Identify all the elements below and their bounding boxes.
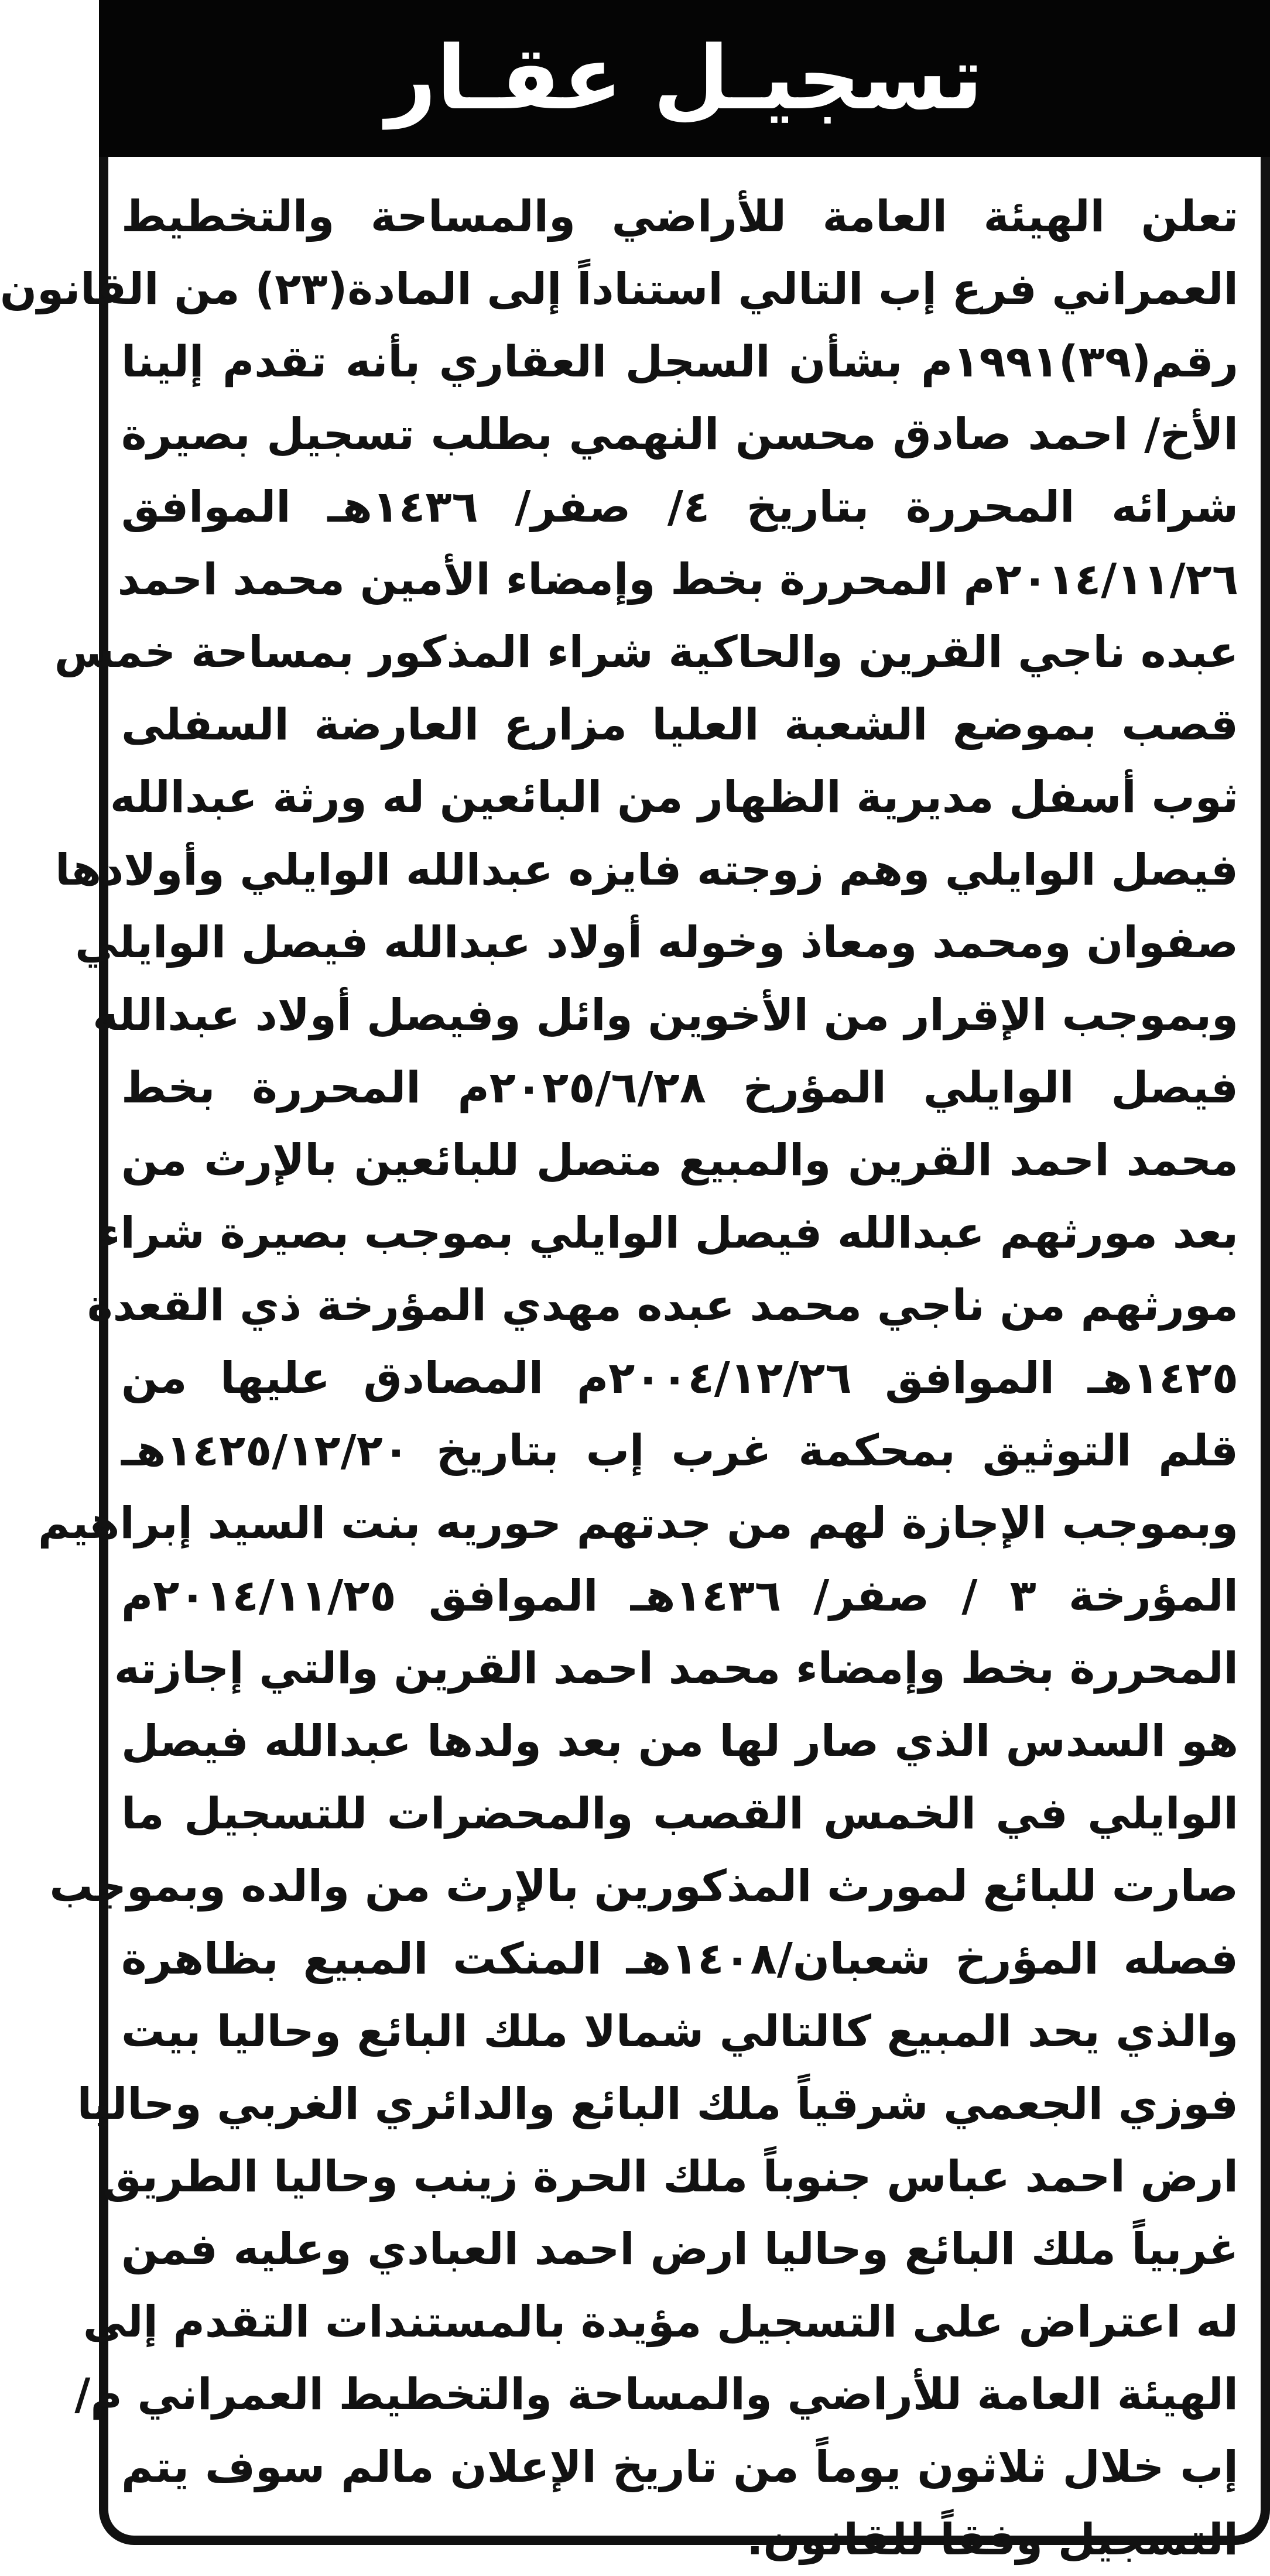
notice-line: صارت للبائع لمورث المذكورين بالإرث من والده وبموجب (49, 1861, 1238, 1912)
notice-line: فوزي الجعمي شرقياً ملك البائع والدائري الغربي وحاليا (77, 2079, 1238, 2129)
notice-line: هو السدس الذي صار لها من بعد ولدها عبدالله فيصل (121, 1716, 1238, 1766)
notice-line: شرائه المحررة بتاريخ ٤/ صفر/ ١٤٣٦هـ الموافق (121, 482, 1238, 532)
notice-line: إب خلال ثلاثون يوماً من تاريخ الإعلان مالم سوف يتم (121, 2442, 1238, 2492)
notice-line: عبده ناجي القرين والحاكية شراء المذكور بمساحة خمس (54, 627, 1238, 677)
notice-line: تعلن الهيئة العامة للأراضي والمساحة والتخطيط (121, 191, 1238, 242)
notice-line: قلم التوثيق بمحكمة غرب إب بتاريخ ١٤٢٥/١٢/٢٠هـ (121, 1426, 1238, 1476)
notice-title: تسجيـل عقـار (385, 28, 984, 129)
notice-line: الأخ/ احمد صادق محسن النهمي بطلب تسجيل بصيرة (121, 409, 1238, 460)
notice-line: محمد احمد القرين والمبيع متصل للبائعين بالإرث من (121, 1135, 1238, 1186)
notice-line: فيصل الوايلي وهم زوجته فايزه عبدالله الوايلي وأولادها (55, 845, 1238, 895)
notice-line: وبموجب الإقرار من الأخوين وائل وفيصل أولاد عبدالله (93, 990, 1238, 1040)
notice-line: رقم(٣٩)١٩٩١م بشأن السجل العقاري بأنه تقدم إلينا (121, 337, 1238, 387)
notice-line: المحررة بخط وإمضاء محمد احمد القرين والتي إجازته (114, 1643, 1238, 1694)
notice-line: المؤرخة ٣ / صفر/ ١٤٣٦هـ الموافق ٢٠١٤/١١/٢٥م (121, 1571, 1238, 1621)
notice-body-frame (0, 157, 1270, 2565)
notice-line: ارض احمد عباس جنوباً ملك الحرة زينب وحاليا الطريق (102, 2152, 1238, 2202)
notice-line: فيصل الوايلي المؤرخ ٢٠٢٥/٦/٢٨م المحررة بخط (121, 1063, 1238, 1113)
title-banner (99, 0, 1270, 157)
notice-line: صفوان ومحمد ومعاذ وخوله أولاد عبدالله فيصل الوايلي (75, 917, 1238, 968)
notice-line: الوايلي في الخمس القصب والمحضرات للتسجيل ما (121, 1789, 1238, 1839)
notice-line: بعد مورثهم عبدالله فيصل الوايلي بموجب بصيرة شراء (98, 1208, 1238, 1258)
notice-line: فصله المؤرخ شعبان/١٤٠٨هـ المنكت المبيع بظاهرة (121, 1934, 1239, 1984)
notice-line: والذي يحد المبيع كالتالي شمالا ملك البائع وحاليا بيت (121, 2006, 1238, 2057)
notice-line: وبموجب الإجازة لهم من جدتهم حوريه بنت السيد إبراهيم (37, 1498, 1238, 1549)
notice-line: له اعتراض على التسجيل مؤيدة بالمستندات التقدم إلى (83, 2297, 1238, 2347)
notice-line: الهيئة العامة للأراضي والمساحة والتخطيط العمراني م/ (74, 2369, 1238, 2420)
notice-line: مورثهم من ناجي محمد عبده مهدي المؤرخة ذي القعدة (87, 1280, 1238, 1331)
notice-line-last: التسجيل وفقاً للقانون. (747, 2515, 1238, 2565)
notice-line: ١٤٢٥هـ الموافق ٢٠٠٤/١٢/٢٦م المصادق عليها من (121, 1353, 1238, 1403)
notice-line: غربياً ملك البائع وحاليا ارض احمد العبادي وعليه فمن (121, 2224, 1238, 2274)
notice-line: ثوب أسفل مديرية الظهار من البائعين له ورثة عبدالله (109, 772, 1238, 823)
notice-line: ٢٠١٤/١١/٢٦م المحررة بخط وإمضاء الأمين محمد احمد (117, 554, 1238, 605)
notice-text (0, 180, 1239, 2576)
notice-line: العمراني فرع إب التالي استناداً إلى المادة(٢٣) من القانون (0, 264, 1238, 314)
notice-line: قصب بموضع الشعبة العليا مزارع العارضة السفلى (121, 700, 1238, 750)
